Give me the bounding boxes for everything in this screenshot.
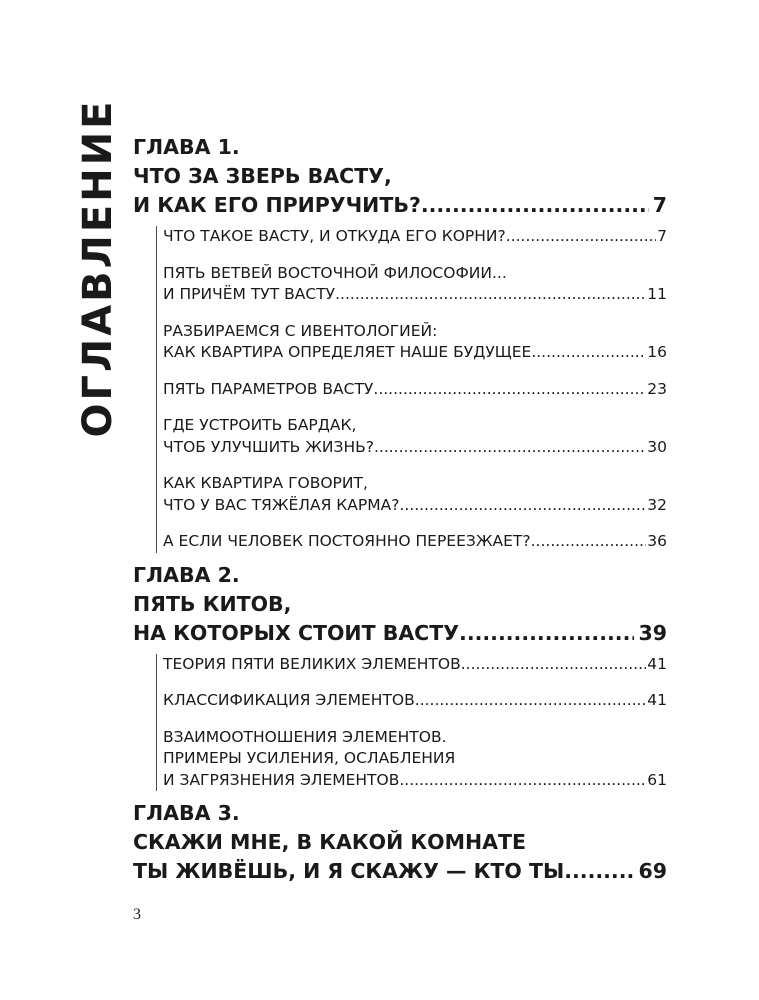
section-entry-row [163, 770, 667, 792]
section-page-number: 32 [647, 495, 667, 514]
section-title-line: ГДЕ УСТРОИТЬ БАРДАК, [163, 416, 357, 434]
chapter-page-number: 39 [638, 620, 667, 645]
section-page-number: 61 [647, 770, 667, 789]
page-number: 3 [133, 906, 141, 923]
section-page-number: 11 [647, 285, 667, 303]
chapter-2-sections [156, 654, 667, 792]
toc-chapter-1[interactable] [133, 133, 667, 220]
section-title: ЧТО У ВАС ТЯЖЁЛАЯ КАРМА? [163, 495, 400, 514]
section-page-number: 7 [657, 227, 667, 245]
dot-leader [415, 690, 646, 712]
dot-leader [564, 857, 634, 886]
section-page-number: 23 [647, 379, 667, 398]
section-entry-row [163, 654, 667, 676]
section-title: ЧТОБ УЛУЧШИТЬ ЖИЗНЬ? [163, 437, 374, 456]
section-title: КАК КВАРТИРА ОПРЕДЕЛЯЕТ НАШЕ БУДУЩЕЕ [163, 343, 532, 361]
chapter-entry-row [133, 191, 667, 220]
section-entry-row [163, 690, 667, 712]
chapter-entry-row [133, 857, 667, 886]
chapter-title-last-line: И КАК ЕГО ПРИРУЧИТЬ? [133, 193, 421, 217]
section-entry-row [163, 342, 667, 364]
chapter-page-number: 69 [638, 859, 667, 883]
chapter-title-last-line: ТЫ ЖИВЁШЬ, И Я СКАЖУ — КТО ТЫ [133, 859, 565, 883]
dot-leader [335, 284, 646, 306]
toc-section[interactable] [163, 226, 667, 248]
section-title: ЧТО ТАКОЕ ВАСТУ, И ОТКУДА ЕГО КОРНИ? [163, 227, 506, 245]
dot-leader [459, 619, 634, 648]
section-title-line: КАК КВАРТИРА ГОВОРИТ, [163, 474, 368, 492]
toc-section[interactable] [163, 690, 667, 712]
chapter-heading-line: ЧТО ЗА ЗВЕРЬ ВАСТУ, [133, 164, 392, 188]
toc-section[interactable] [163, 531, 667, 553]
toc-section[interactable] [163, 415, 667, 458]
section-entry-row [163, 226, 667, 248]
toc-section[interactable] [163, 321, 667, 364]
chapter-heading-line: ГЛАВА 2. [133, 562, 240, 587]
section-title: КЛАССИФИКАЦИЯ ЭЛЕМЕНТОВ [163, 691, 415, 709]
chapter-heading-line: СКАЖИ МНЕ, В КАКОЙ КОМНАТЕ [133, 830, 526, 854]
toc-section[interactable] [163, 263, 667, 306]
dot-leader [506, 226, 656, 248]
section-entry-row [163, 379, 667, 401]
chapter-heading-line: ПЯТЬ КИТОВ, [133, 591, 292, 616]
toc-section[interactable] [163, 654, 667, 676]
chapter-heading-line: ГЛАВА 3. [133, 801, 240, 825]
table-of-contents [133, 133, 667, 886]
section-entry-row [163, 284, 667, 306]
section-page-number: 41 [647, 654, 667, 673]
dot-leader [531, 342, 646, 364]
section-page-number: 16 [647, 343, 667, 361]
dot-leader [531, 531, 647, 553]
section-title: И ЗАГРЯЗНЕНИЯ ЭЛЕМЕНТОВ [163, 770, 400, 789]
section-title: ТЕОРИЯ ПЯТИ ВЕЛИКИХ ЭЛЕМЕНТОВ [163, 654, 461, 673]
section-title-line: ПРИМЕРЫ УСИЛЕНИЯ, ОСЛАБЛЕНИЯ [163, 749, 456, 767]
chapter-1-sections [156, 226, 667, 553]
section-title-line: РАЗБИРАЕМСЯ С ИВЕНТОЛОГИЕЙ: [163, 321, 438, 340]
dot-leader [374, 437, 646, 459]
dot-leader [421, 191, 649, 220]
section-title: ПЯТЬ ПАРАМЕТРОВ ВАСТУ [163, 379, 374, 398]
section-title-line: ПЯТЬ ВЕТВЕЙ ВОСТОЧНОЙ ФИЛОСОФИИ... [163, 263, 507, 282]
section-entry-row [163, 437, 667, 459]
section-page-number: 41 [647, 691, 667, 709]
toc-chapter-3[interactable] [133, 799, 667, 886]
section-title: А ЕСЛИ ЧЕЛОВЕК ПОСТОЯННО ПЕРЕЕЗЖАЕТ? [163, 532, 531, 550]
section-title-line: ВЗАИМООТНОШЕНИЯ ЭЛЕМЕНТОВ. [163, 727, 447, 746]
chapter-heading-line: ГЛАВА 1. [133, 135, 240, 159]
chapter-page-number: 7 [652, 193, 667, 217]
dot-leader [461, 654, 647, 676]
toc-section[interactable] [163, 727, 667, 792]
section-page-number: 30 [647, 437, 667, 456]
chapter-title-last-line: НА КОТОРЫХ СТОИТ ВАСТУ [133, 620, 460, 645]
toc-chapter-2[interactable] [133, 561, 667, 648]
dot-leader [399, 770, 646, 792]
section-page-number: 36 [647, 532, 667, 550]
dot-leader [373, 379, 646, 401]
section-title: И ПРИЧЁМ ТУТ ВАСТУ [163, 285, 336, 303]
section-entry-row [163, 531, 667, 553]
dot-leader [399, 495, 646, 517]
chapter-entry-row [133, 619, 667, 648]
section-entry-row [163, 495, 667, 517]
page-title: ОГЛАВЛЕНИЕ [75, 98, 121, 438]
toc-section[interactable] [163, 379, 667, 401]
toc-section[interactable] [163, 473, 667, 516]
